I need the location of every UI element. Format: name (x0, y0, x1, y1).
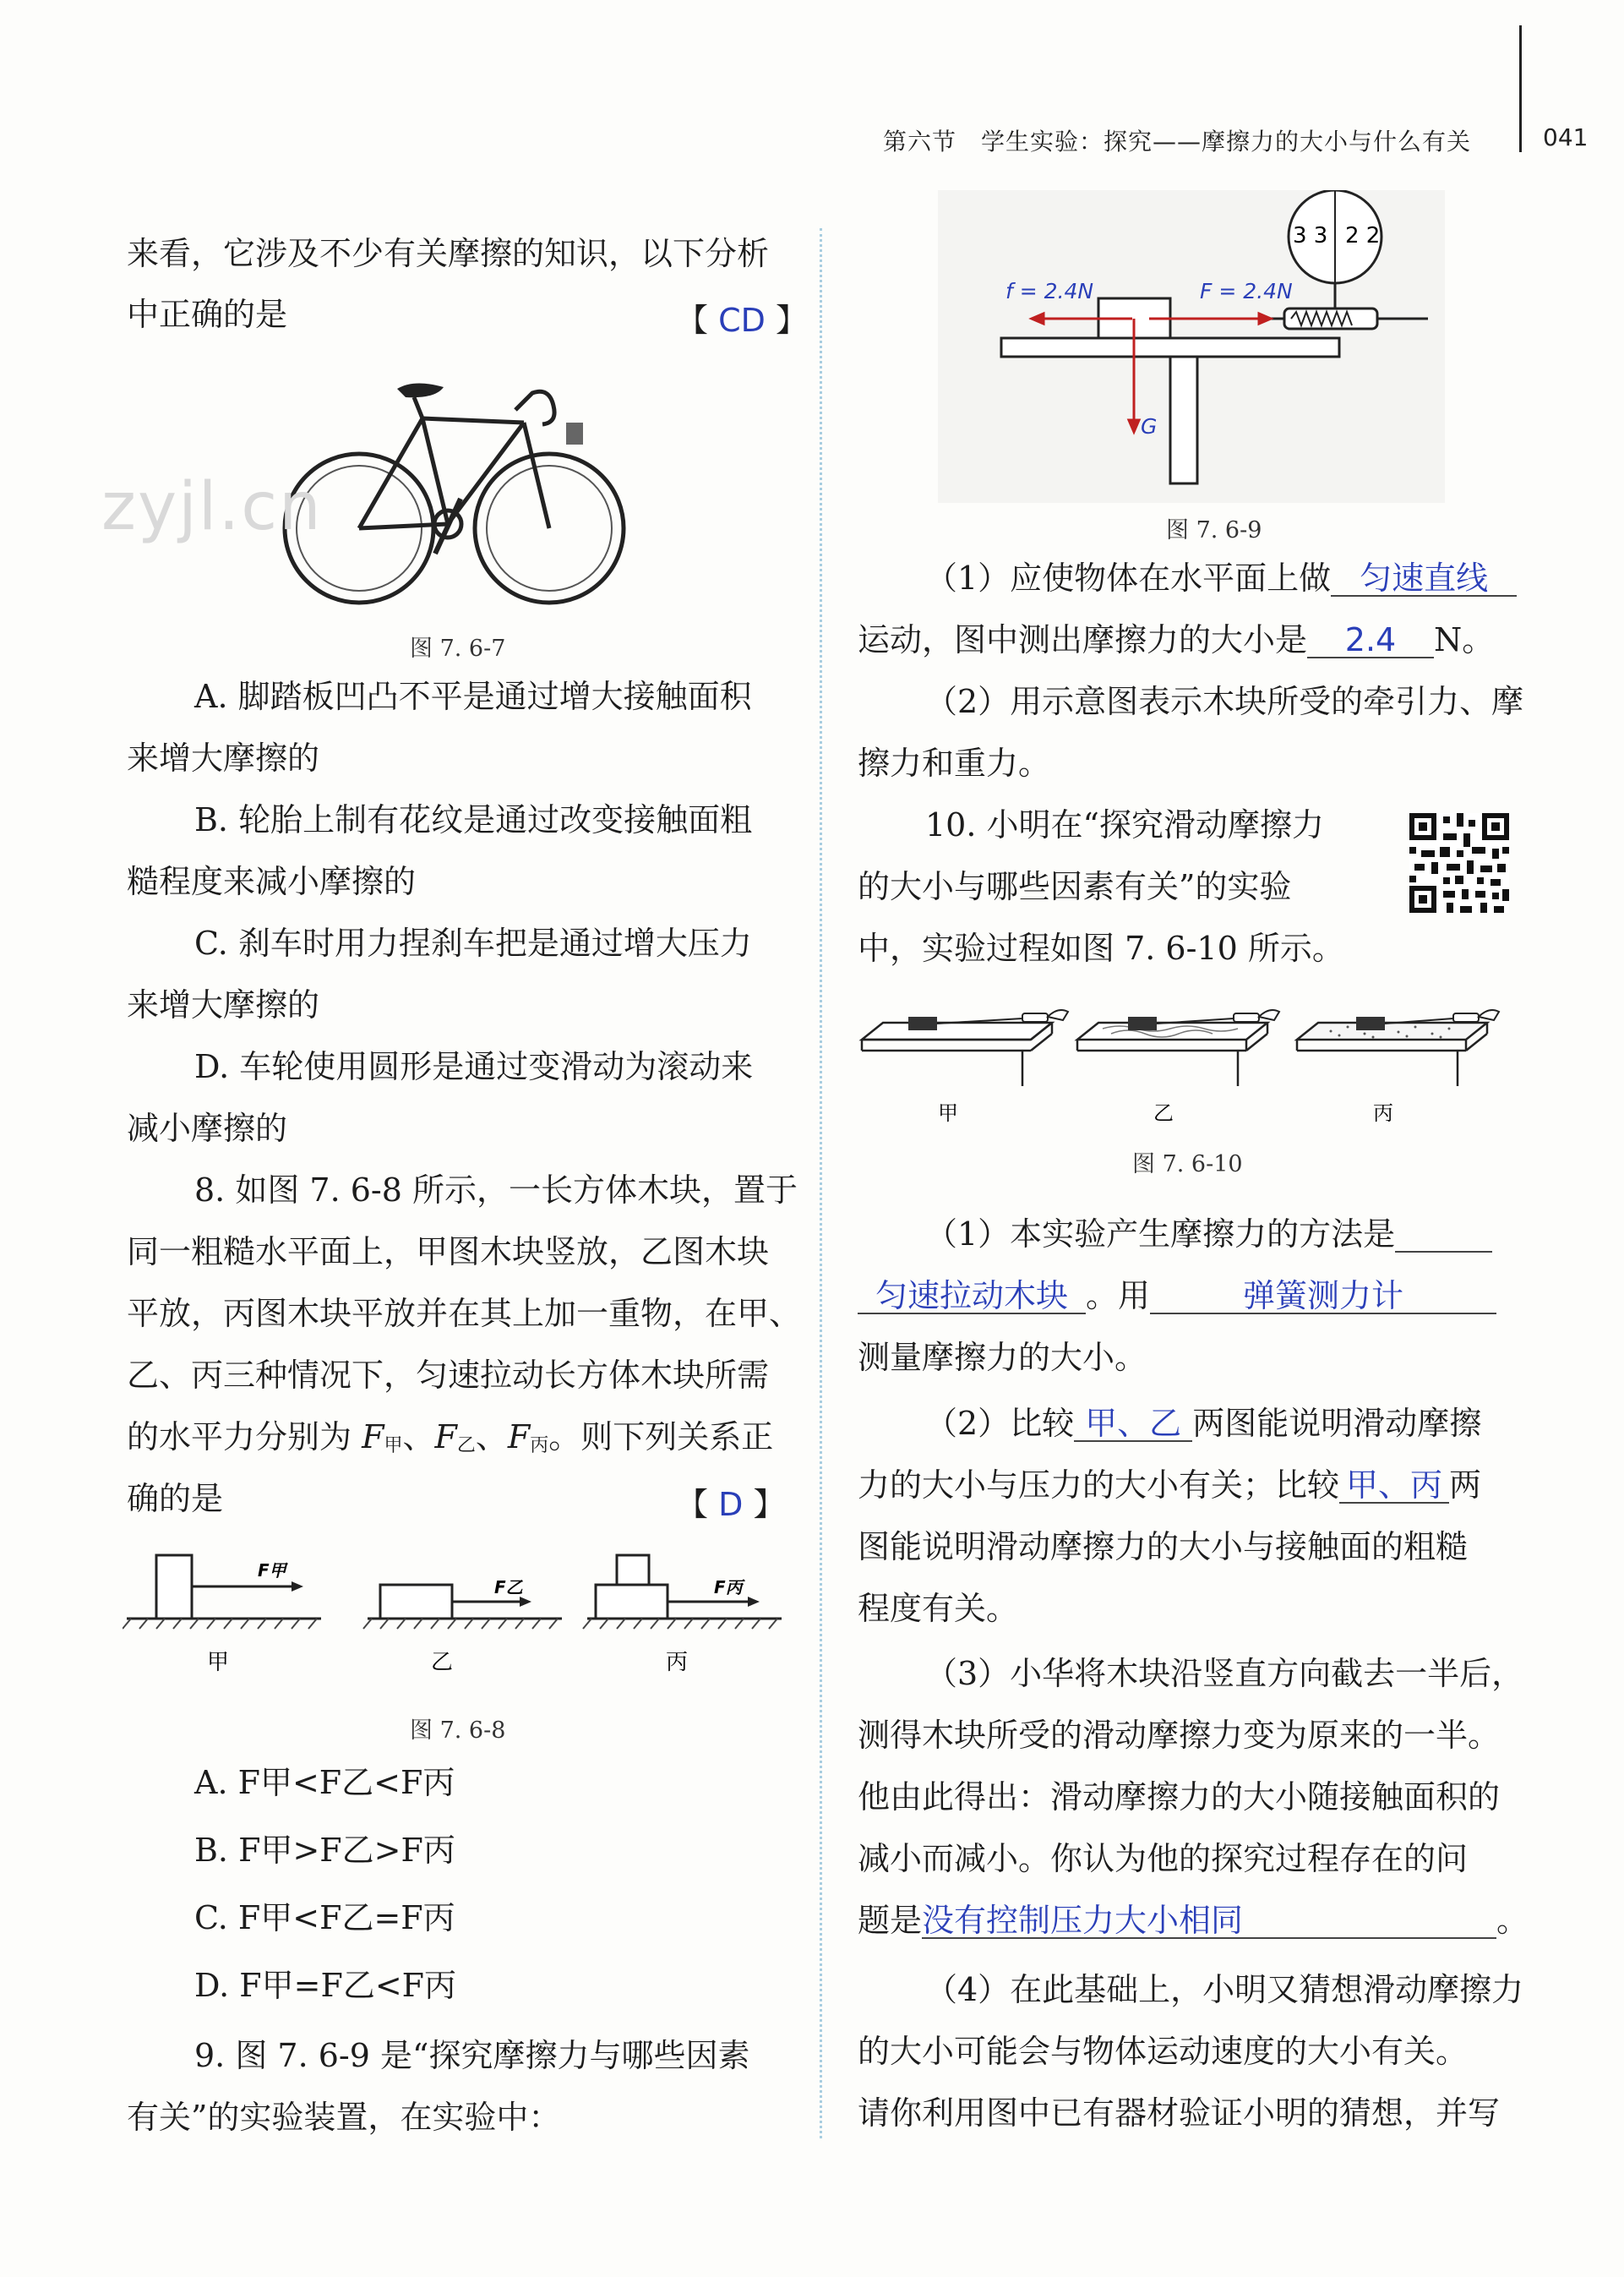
q7-option-c-cont: 来增大摩擦的 (127, 986, 320, 1024)
fig8-diagram (123, 1543, 790, 1678)
q9-2-line-2: 擦力和重力。 (858, 745, 1051, 782)
q8-line-1: 8. 如图 7. 6-8 所示，一长方体木块，置于 (194, 1171, 798, 1209)
fig8-label-jia: 甲 (207, 1650, 230, 1675)
q9-1-line (925, 558, 1517, 598)
running-header: 第六节 学生实验：探究——摩擦力的大小与什么有关 (883, 128, 1472, 156)
q10-line-2: 的大小与哪些因素有关”的实验 (858, 868, 1292, 905)
q10-2-prefix: （2）比较 (925, 1405, 1075, 1442)
q8-option-c: C. F甲<F乙=F丙 (194, 1899, 455, 1936)
q10-2-line-2-suffix: 两 (1449, 1466, 1482, 1504)
fig8-force-3: F丙 (714, 1577, 743, 1597)
q9-1b-suffix: N。 (1434, 621, 1495, 658)
q10-1-line-2 (858, 1275, 1496, 1316)
q8-option-d: D. F甲=F乙<F丙 (194, 1967, 457, 2004)
q8-option-b: B. F甲>F乙>F丙 (194, 1832, 455, 1869)
q7-option-b-cont: 糙程度来减小摩擦的 (127, 863, 417, 900)
q9-2-line-1: （2）用示意图表示木块所受的牵引力、摩 (925, 683, 1524, 720)
q8-line-5-prefix: 的水平力分别为 (127, 1418, 362, 1455)
q10-1-prefix: （1）本实验产生摩擦力的方法是 (925, 1215, 1396, 1253)
q9-1-prefix: （1）应使物体在水平面上做 (925, 560, 1332, 597)
q10-2-line-3: 图能说明滑动摩擦力的大小与接触面的粗糙 (858, 1528, 1469, 1565)
fig8-caption: 图 7. 6-8 (410, 1717, 506, 1744)
fig7-caption: 图 7. 6-7 (410, 636, 506, 662)
bicycle-seat (397, 383, 444, 397)
q9-line-1: 9. 图 7. 6-9 是“探究摩擦力与哪些因素 (194, 2037, 750, 2074)
q7-answer-bracket: 【 CD 】 (676, 302, 808, 339)
q7-option-a: A. 脚踏板凹凸不平是通过增大接触面积 (194, 678, 752, 715)
q7-option-d-cont: 减小摩擦的 (127, 1110, 288, 1147)
fig9-dial-left: 3 3 (1293, 223, 1328, 248)
qr-code-icon[interactable] (1409, 813, 1509, 913)
q8-line-6: 确的是 (127, 1480, 224, 1517)
q9-1b-answer: 2.4 (1307, 623, 1434, 658)
q10-3-line-1: （3）小华将木块沿竖直方向截去一半后， (925, 1655, 1524, 1692)
q9-1-answer: 匀速直线 (1331, 561, 1517, 597)
q8-line-5: 的水平力分别为 F甲、F乙、F丙。则下列关系正 (127, 1418, 774, 1456)
q10-1-line-3: 测量摩擦力的大小。 (858, 1339, 1147, 1376)
q8-answer: D (718, 1486, 744, 1523)
q8-line-5-suffix: 。则下列关系正 (548, 1418, 774, 1455)
q7-option-d: D. 车轮使用圆形是通过变滑动为滚动来 (194, 1048, 754, 1085)
q8-line-4: 乙、丙三种情况下，匀速拉动长方体木块所需 (127, 1357, 770, 1394)
fig8-force-1: F甲 (258, 1560, 286, 1581)
q10-1-blank-start (1395, 1217, 1492, 1253)
q7-option-a-cont: 来增大摩擦的 (127, 740, 320, 777)
q10-2-answer-2: 甲、丙 (1339, 1468, 1449, 1504)
q9-1b-prefix: 运动，图中测出摩擦力的大小是 (858, 621, 1308, 658)
q7-answer: CD (718, 302, 766, 339)
fig10-caption: 图 7. 6-10 (1132, 1151, 1243, 1177)
fig9-f-label: f = 2.4N (1005, 279, 1094, 303)
fig10-label-yi: 乙 (1153, 1101, 1174, 1125)
q10-2-line-1 (925, 1403, 1481, 1444)
fig10-label-bing: 丙 (1373, 1101, 1393, 1125)
fig10-block-1 (908, 1017, 937, 1030)
fig9-diagram (938, 190, 1445, 503)
header-rule (1519, 25, 1522, 152)
fig9-caption: 图 7. 6-9 (1166, 517, 1262, 543)
q10-line-1: 10. 小明在“探究滑动摩擦力 (925, 806, 1324, 844)
q10-2-line-4: 程度有关。 (858, 1590, 1019, 1627)
q10-4-line-3: 请你利用图中已有器材验证小明的猜想，并写 (858, 2094, 1501, 2132)
q10-1-mid: 。用 (1086, 1277, 1151, 1314)
q10-2-mid: 两图能说明滑动摩擦 (1192, 1405, 1482, 1442)
fig9-G-label: G (1141, 414, 1158, 439)
fig10-block-3 (1356, 1017, 1385, 1030)
fig8-label-yi: 乙 (431, 1650, 454, 1675)
q10-3-line-2: 测得木块所受的滑动摩擦力变为原来的一半。 (858, 1717, 1501, 1754)
q7-line-2: 中正确的是 (127, 296, 288, 333)
page-number: 041 (1543, 123, 1589, 151)
q8-line-2: 同一粗糙水平面上，甲图木块竖放，乙图木块 (127, 1233, 770, 1270)
q10-3-suffix: 。 (1496, 1902, 1529, 1939)
q10-4-line-1: （4）在此基础上，小明又猜想滑动摩擦力 (925, 1971, 1524, 2008)
q8-line-3: 平放，丙图木块平放并在其上加一重物，在甲、 (127, 1295, 802, 1332)
fig9-table-leg (1170, 357, 1197, 483)
q10-2-answer-1: 甲、乙 (1074, 1406, 1192, 1442)
fig8-label-bing: 丙 (666, 1650, 689, 1675)
fig10-block-2 (1128, 1017, 1157, 1030)
q10-2-line-2-prefix: 力的大小与压力的大小有关；比较 (858, 1466, 1340, 1504)
fig9-dial-right: 2 2 (1345, 223, 1381, 248)
fig9-table-top (1001, 338, 1339, 357)
q10-3-prefix: 题是 (858, 1902, 923, 1939)
q10-1-answer-1: 匀速拉动木块 (858, 1279, 1086, 1314)
q7-line-1: 来看，它涉及不少有关摩擦的知识，以下分析 (127, 235, 770, 272)
fig10-label-jia: 甲 (938, 1101, 958, 1125)
q9-line-2: 有关”的实验装置，在实验中： (127, 2099, 561, 2136)
q8-option-a: A. F甲<F乙<F丙 (194, 1764, 455, 1801)
q10-1-line-1 (925, 1214, 1492, 1254)
q10-1-answer-2: 弹簧测力计 (1150, 1279, 1496, 1314)
q7-option-c: C. 刹车时用力捏刹车把是通过增大压力 (194, 925, 752, 962)
q10-4-line-2: 的大小可能会与物体运动速度的大小有关。 (858, 2033, 1469, 2070)
column-divider (820, 228, 822, 2138)
q7-option-b: B. 轮胎上制有花纹是通过改变接触面粗 (194, 801, 753, 838)
q10-2-line-2 (858, 1465, 1481, 1505)
fig8-force-2: F乙 (494, 1577, 523, 1597)
fig9-F-label: F = 2.4N (1200, 279, 1293, 303)
q10-3-line-3: 他由此得出：滑动摩擦力的大小随接触面积的 (858, 1778, 1501, 1816)
q10-3-line-4: 减小而减小。你认为他的探究过程存在的问 (858, 1840, 1469, 1877)
bicycle-lamp (566, 423, 583, 445)
bicycle-figure (279, 372, 634, 609)
q9-1b-line (858, 620, 1494, 660)
q10-line-3: 中，实验过程如图 7. 6-10 所示。 (858, 930, 1344, 967)
q10-3-answer: 没有控制压力大小相同 (922, 1903, 1496, 1939)
fig10-diagram (858, 993, 1517, 1128)
q8-answer-bracket: 【 D 】 (676, 1486, 786, 1523)
q10-3-line-5 (858, 1900, 1529, 1941)
watermark: zyjl.cn (101, 469, 323, 545)
